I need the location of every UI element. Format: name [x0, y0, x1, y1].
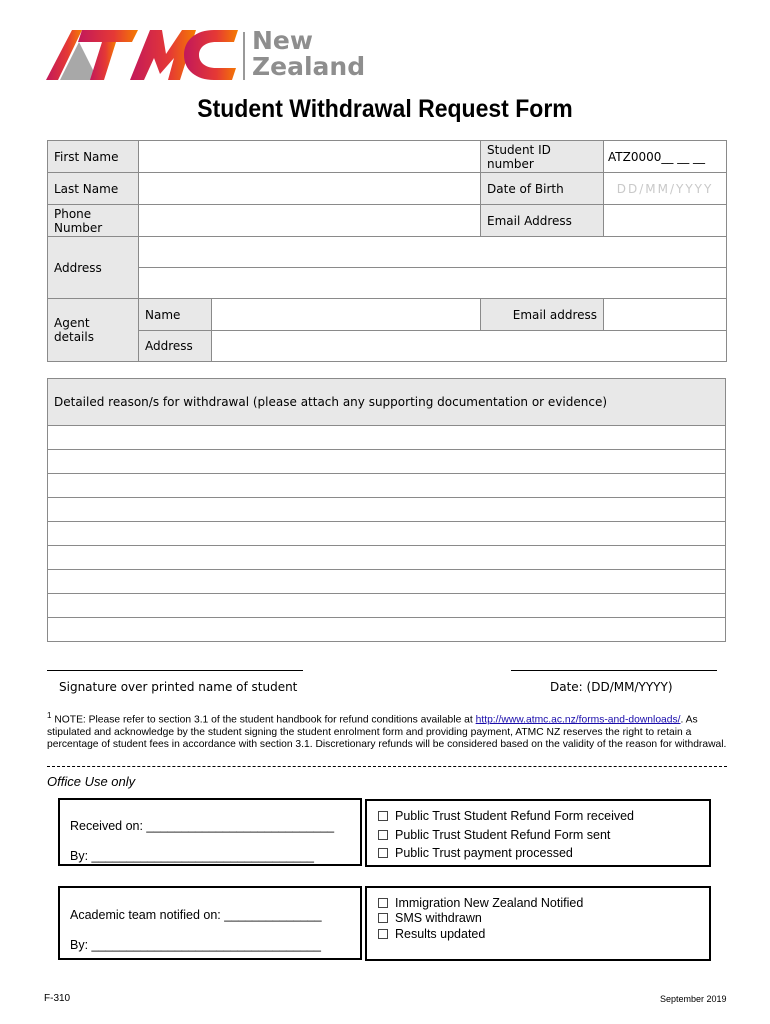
- checklist-label: SMS withdrawn: [395, 911, 482, 925]
- signature-line[interactable]: [47, 670, 303, 671]
- address-input-line1[interactable]: [139, 237, 727, 268]
- received-on-field[interactable]: Received on: ___________________________: [70, 819, 335, 833]
- address-input-line2[interactable]: [139, 268, 727, 299]
- date-line[interactable]: [511, 670, 717, 671]
- refund-note: [47, 710, 727, 752]
- reason-line[interactable]: [48, 498, 726, 522]
- last-name-input[interactable]: [139, 173, 481, 205]
- reason-line[interactable]: [48, 522, 726, 546]
- agent-name-input[interactable]: [212, 299, 481, 331]
- dob-label: Date of Birth: [481, 173, 604, 205]
- reasons-header: Detailed reason/s for withdrawal (please attach any supporting documentation or evidence): [48, 379, 726, 426]
- checkbox[interactable]: [378, 913, 388, 923]
- logo-zealand: Zealand: [252, 52, 366, 81]
- page-title: Student Withdrawal Request Form: [197, 95, 573, 123]
- logo-divider: [243, 32, 245, 80]
- email-label: Email Address: [481, 205, 604, 237]
- agent-email-input[interactable]: [604, 299, 727, 331]
- phone-label: Phone Number: [48, 205, 139, 237]
- checkbox[interactable]: [378, 848, 388, 858]
- checklist-item[interactable]: [378, 896, 583, 910]
- logo-country-text: [252, 28, 365, 80]
- received-by-field[interactable]: By: ________________________________: [70, 849, 314, 863]
- agent-address-label: Address: [139, 331, 212, 362]
- checklist-label: Results updated: [395, 927, 486, 941]
- reason-line[interactable]: [48, 570, 726, 594]
- checklist-label: Public Trust payment processed: [395, 846, 573, 860]
- reasons-table: [47, 378, 726, 642]
- date-label: Date: (DD/MM/YYYY): [550, 680, 673, 694]
- form-date: September 2019: [660, 994, 727, 1004]
- first-name-label: First Name: [48, 141, 139, 173]
- student-details-table: [47, 140, 727, 362]
- note-text-post: . As stipulated and acknowledge by the student signing the student enrolment form and providing payment, ATMC NZ reserves the right to retain a percentage of student fees in accordance with section 3.1. Discretionary refunds will be considered based on the validity of the reason for withdrawal.: [47, 714, 727, 751]
- reason-line[interactable]: [48, 618, 726, 642]
- student-id-label: Student ID number: [481, 141, 604, 173]
- checkbox[interactable]: [378, 898, 388, 908]
- checkbox[interactable]: [378, 830, 388, 840]
- reason-line[interactable]: [48, 450, 726, 474]
- academic-notified-field[interactable]: Academic team notified on: ______________: [70, 908, 322, 922]
- student-id-input[interactable]: ATZ0000__ __ __: [604, 141, 727, 173]
- checkbox[interactable]: [378, 929, 388, 939]
- reason-line[interactable]: [48, 426, 726, 450]
- form-code: F-310: [44, 993, 71, 1004]
- checklist-item[interactable]: [378, 846, 573, 860]
- note-text-pre: NOTE: Please refer to section 3.1 of the student handbook for refund conditions available at: [54, 714, 476, 726]
- dob-input[interactable]: DD/MM/YYYY: [604, 173, 727, 205]
- last-name-label: Last Name: [48, 173, 139, 205]
- email-input[interactable]: [604, 205, 727, 237]
- logo-new: New: [252, 26, 313, 55]
- checklist-item[interactable]: [378, 911, 482, 925]
- phone-input[interactable]: [139, 205, 481, 237]
- address-label: Address: [48, 237, 139, 299]
- academic-by-field[interactable]: By: _________________________________: [70, 938, 321, 952]
- checklist-label: Public Trust Student Refund Form sent: [395, 828, 611, 842]
- checklist-label: Immigration New Zealand Notified: [395, 896, 584, 910]
- agent-name-label: Name: [139, 299, 212, 331]
- checklist-label: Public Trust Student Refund Form received: [395, 809, 635, 823]
- checklist-item[interactable]: [378, 809, 634, 823]
- signature-label: Signature over printed name of student: [59, 680, 298, 694]
- atmc-logo: [46, 30, 238, 80]
- checklist-item[interactable]: [378, 828, 610, 842]
- dashed-separator: [47, 766, 727, 767]
- agent-details-label: Agent details: [48, 299, 139, 362]
- reason-line[interactable]: [48, 474, 726, 498]
- reason-line[interactable]: [48, 546, 726, 570]
- forms-link[interactable]: http://www.atmc.ac.nz/forms-and-downloads/: [475, 714, 681, 726]
- reason-line[interactable]: [48, 594, 726, 618]
- note-superscript: 1: [47, 711, 52, 720]
- first-name-input[interactable]: [139, 141, 481, 173]
- checkbox[interactable]: [378, 811, 388, 821]
- checklist-item[interactable]: [378, 927, 485, 941]
- agent-address-input[interactable]: [212, 331, 727, 362]
- agent-email-label: Email address: [481, 299, 604, 331]
- office-use-heading: Office Use only: [47, 774, 136, 789]
